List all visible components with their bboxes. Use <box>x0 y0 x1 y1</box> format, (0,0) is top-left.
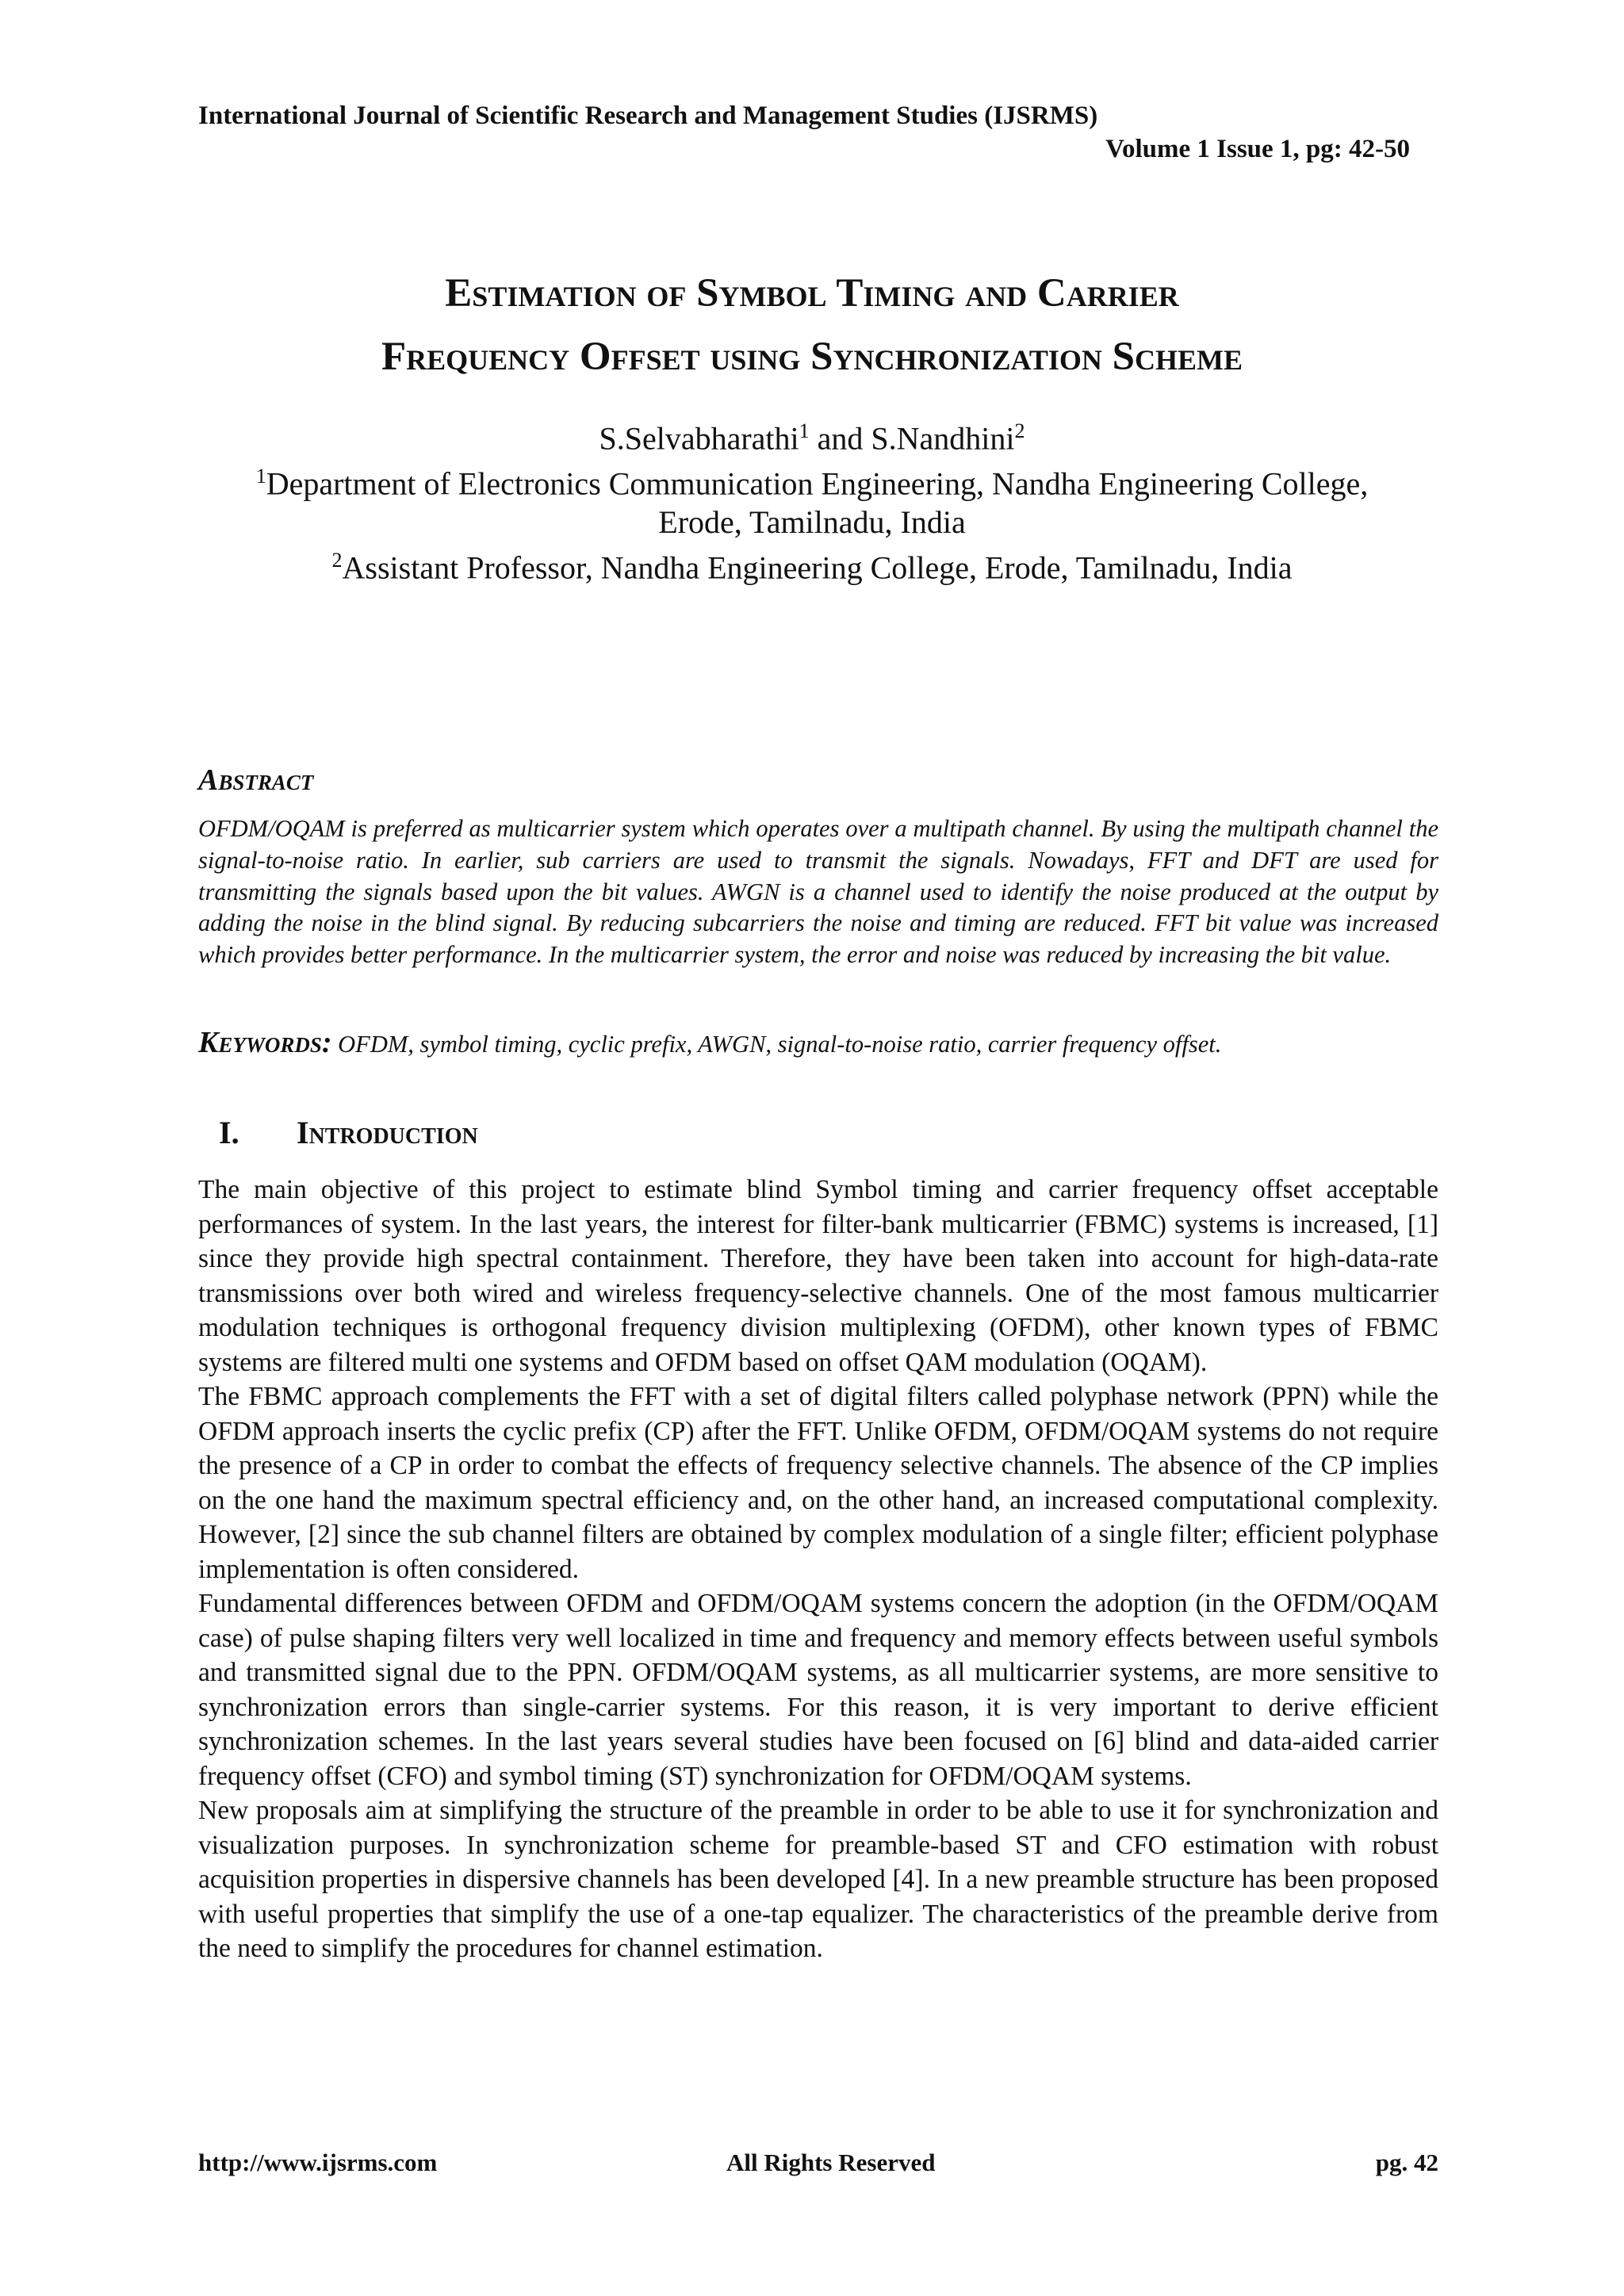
author-2: S.Nandhini <box>871 420 1015 457</box>
affiliation-2-text: Assistant Professor, Nandha Engineering College, Erode, Tamilnadu, India <box>342 549 1293 585</box>
paper-title <box>0 262 1624 388</box>
paragraph: Fundamental differences between OFDM and OFDM/OQAM systems concern the adoption (in the OFDM/OQAM case) of pulse shaping filters very well localized in time and frequency and memory effects between useful symbols and transmitted signal due to the PPN. OFDM/OQAM systems, as all multicarrier systems, are more sensitive to synchronization errors than single-carrier systems. For this reason, it is very important to derive efficient synchronization schemes. In the last years several studies have been focused on [6] blind and data-aided carrier frequency offset (CFO) and symbol timing (ST) synchronization for OFDM/OQAM systems. <box>198 1589 1438 1791</box>
abstract-heading: Abstract <box>198 763 314 797</box>
keywords-label: Keywords: <box>198 1026 332 1059</box>
affiliation-1 <box>0 457 1624 503</box>
affiliation-1-line-1: Department of Electronics Communication Engineering, Nandha Engineering College, <box>266 465 1369 502</box>
section-number: I. <box>219 1115 239 1150</box>
author-line <box>0 412 1624 457</box>
paragraph: New proposals aim at simplifying the structure of the preamble in order to be able to use it for synchronization and visualization purposes. In synchronization scheme for preamble-based ST and CFO estimation with robust acquisition properties in dispersive channels has been developed [4]. In a new preamble structure has been proposed with useful properties that simplify the use of a one-tap equalizer. The characteristics of the preamble derive from the need to simplify the procedures for channel estimation. <box>198 1796 1438 1963</box>
author-conj: and <box>809 420 871 457</box>
author-block <box>0 412 1624 587</box>
affiliation-1-sup: 1 <box>255 465 266 488</box>
affiliation-2 <box>0 541 1624 587</box>
affiliation-1-cont: Erode, Tamilnadu, India <box>658 503 966 540</box>
affiliation-2-sup: 2 <box>331 548 343 572</box>
section-heading <box>219 1114 478 1151</box>
volume-info: Volume 1 Issue 1, pg: 42-50 <box>1105 135 1410 163</box>
footer-url: http://www.ijsrms.com <box>198 2149 438 2176</box>
section-title: Introduction <box>297 1115 478 1150</box>
paragraph: The FBMC approach complements the FFT with a set of digital filters called polyphase network (PPN) while the OFDM approach inserts the cyclic prefix (CP) after the FFT. Unlike OFDM, OFDM/OQAM systems do not require the presence of a CP in order to combat the effects of frequency selective channels. The absence of the CP implies on the one hand the maximum spectral efficiency and, on the other hand, an increased computational complexity. However, [2] since the sub channel filters are obtained by complex modulation of a single filter; efficient polyphase implementation is often considered. <box>198 1382 1438 1584</box>
footer-rights: All Rights Reserved <box>726 2149 936 2176</box>
abstract-text: OFDM/OQAM is preferred as multicarrier system which operates over a multipath channel. By using the multipath channel the signal-to-noise ratio. In earlier, sub carriers are used to transmit the signals. Nowadays, FFT and DFT are used for transmitting the signals based upon the bit values. AWGN is a channel used to identify the noise produced at the output by adding the noise in the blind signal. By reducing subcarriers the noise and timing are reduced. FFT bit value was increased which provides better performance. In the multicarrier system, the error and noise was reduced by increasing the bit value. <box>198 815 1438 969</box>
author-1: S.Selvabharathi <box>599 420 799 457</box>
journal-name: International Journal of Scientific Research and Management Studies (IJSRMS) <box>198 101 1098 130</box>
keywords-text: OFDM, symbol timing, cyclic prefix, AWGN, signal-to-noise ratio, carrier frequency offset. <box>331 1031 1222 1058</box>
section-body <box>198 1173 1438 1966</box>
title-line-1: Estimation of Symbol Timing and Carrier <box>445 271 1179 316</box>
title-line-2: Frequency Offset using Synchronization Scheme <box>381 335 1243 379</box>
paragraph: The main objective of this project to estimate blind Symbol timing and carrier frequency offset acceptable performances of system. In the last years, the interest for filter-bank multicarrier (FBMC) systems is increased, [1] since they provide high spectral containment. Therefore, they have been taken into account for high-data-rate transmissions over both wired and wireless frequency-selective channels. One of the most famous multicarrier modulation techniques is orthogonal frequency division multiplexing (OFDM), other known types of FBMC systems are filtered multi one systems and OFDM based on offset QAM modulation (OQAM). <box>198 1175 1438 1377</box>
footer-page-number: pg. 42 <box>1375 2149 1438 2176</box>
author-2-sup: 2 <box>1014 419 1025 442</box>
author-1-sup: 1 <box>799 419 810 442</box>
keywords <box>198 1025 1438 1060</box>
